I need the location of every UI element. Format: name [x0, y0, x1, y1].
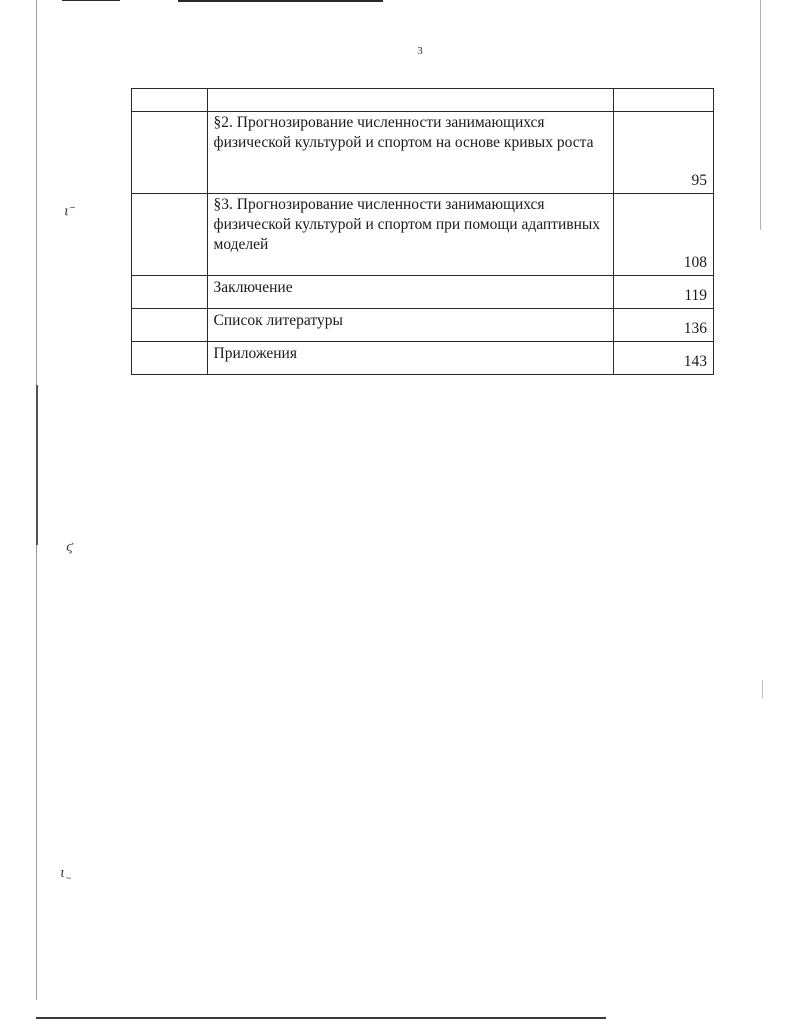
binding-hole-mark: ι~: [64, 203, 76, 220]
toc-number-cell: [132, 276, 208, 309]
toc-number-cell: [132, 309, 208, 342]
toc-row: [132, 194, 714, 276]
toc-page-cell: 95: [614, 112, 714, 194]
scan-left-edge: [36, 385, 38, 545]
binding-hole-mark: ϛ: [66, 540, 74, 555]
toc-page-cell: 108: [614, 194, 714, 276]
toc-title-cell: §3. Прогнозирование численности занимающихся физической культурой и спортом при помощи адаптивных моделей: [207, 194, 614, 276]
toc-title-cell: Список литературы: [207, 309, 614, 342]
toc-title-cell: Приложения: [207, 342, 614, 375]
toc-row: [132, 112, 714, 194]
toc-row: [132, 342, 714, 375]
toc-number-cell: [132, 89, 208, 112]
table-of-contents: [131, 88, 714, 375]
scan-right-edge: [762, 680, 763, 698]
toc-page-cell: [614, 89, 714, 112]
toc-page-cell: 136: [614, 309, 714, 342]
binding-hole-mark: $\iota_\sim$: [60, 866, 72, 883]
toc-number-cell: [132, 342, 208, 375]
toc-number-cell: [132, 194, 208, 276]
toc-row: [132, 276, 714, 309]
toc-row: [132, 89, 714, 112]
toc-number-cell: [132, 112, 208, 194]
scan-bottom-rule: [36, 1017, 606, 1019]
toc-row: [132, 309, 714, 342]
toc-page-cell: 143: [614, 342, 714, 375]
page-number: 3: [417, 45, 423, 57]
toc-page-cell: 119: [614, 276, 714, 309]
scan-top-rule: [62, 0, 120, 1]
toc-title-cell: Заключение: [207, 276, 614, 309]
toc-title-cell: §2. Прогнозирование численности занимающихся физической культурой и спортом на основе кривых роста: [207, 112, 614, 194]
scan-top-rule: [178, 0, 383, 2]
scan-right-edge: [760, 0, 761, 230]
toc-title-cell: [207, 89, 614, 112]
